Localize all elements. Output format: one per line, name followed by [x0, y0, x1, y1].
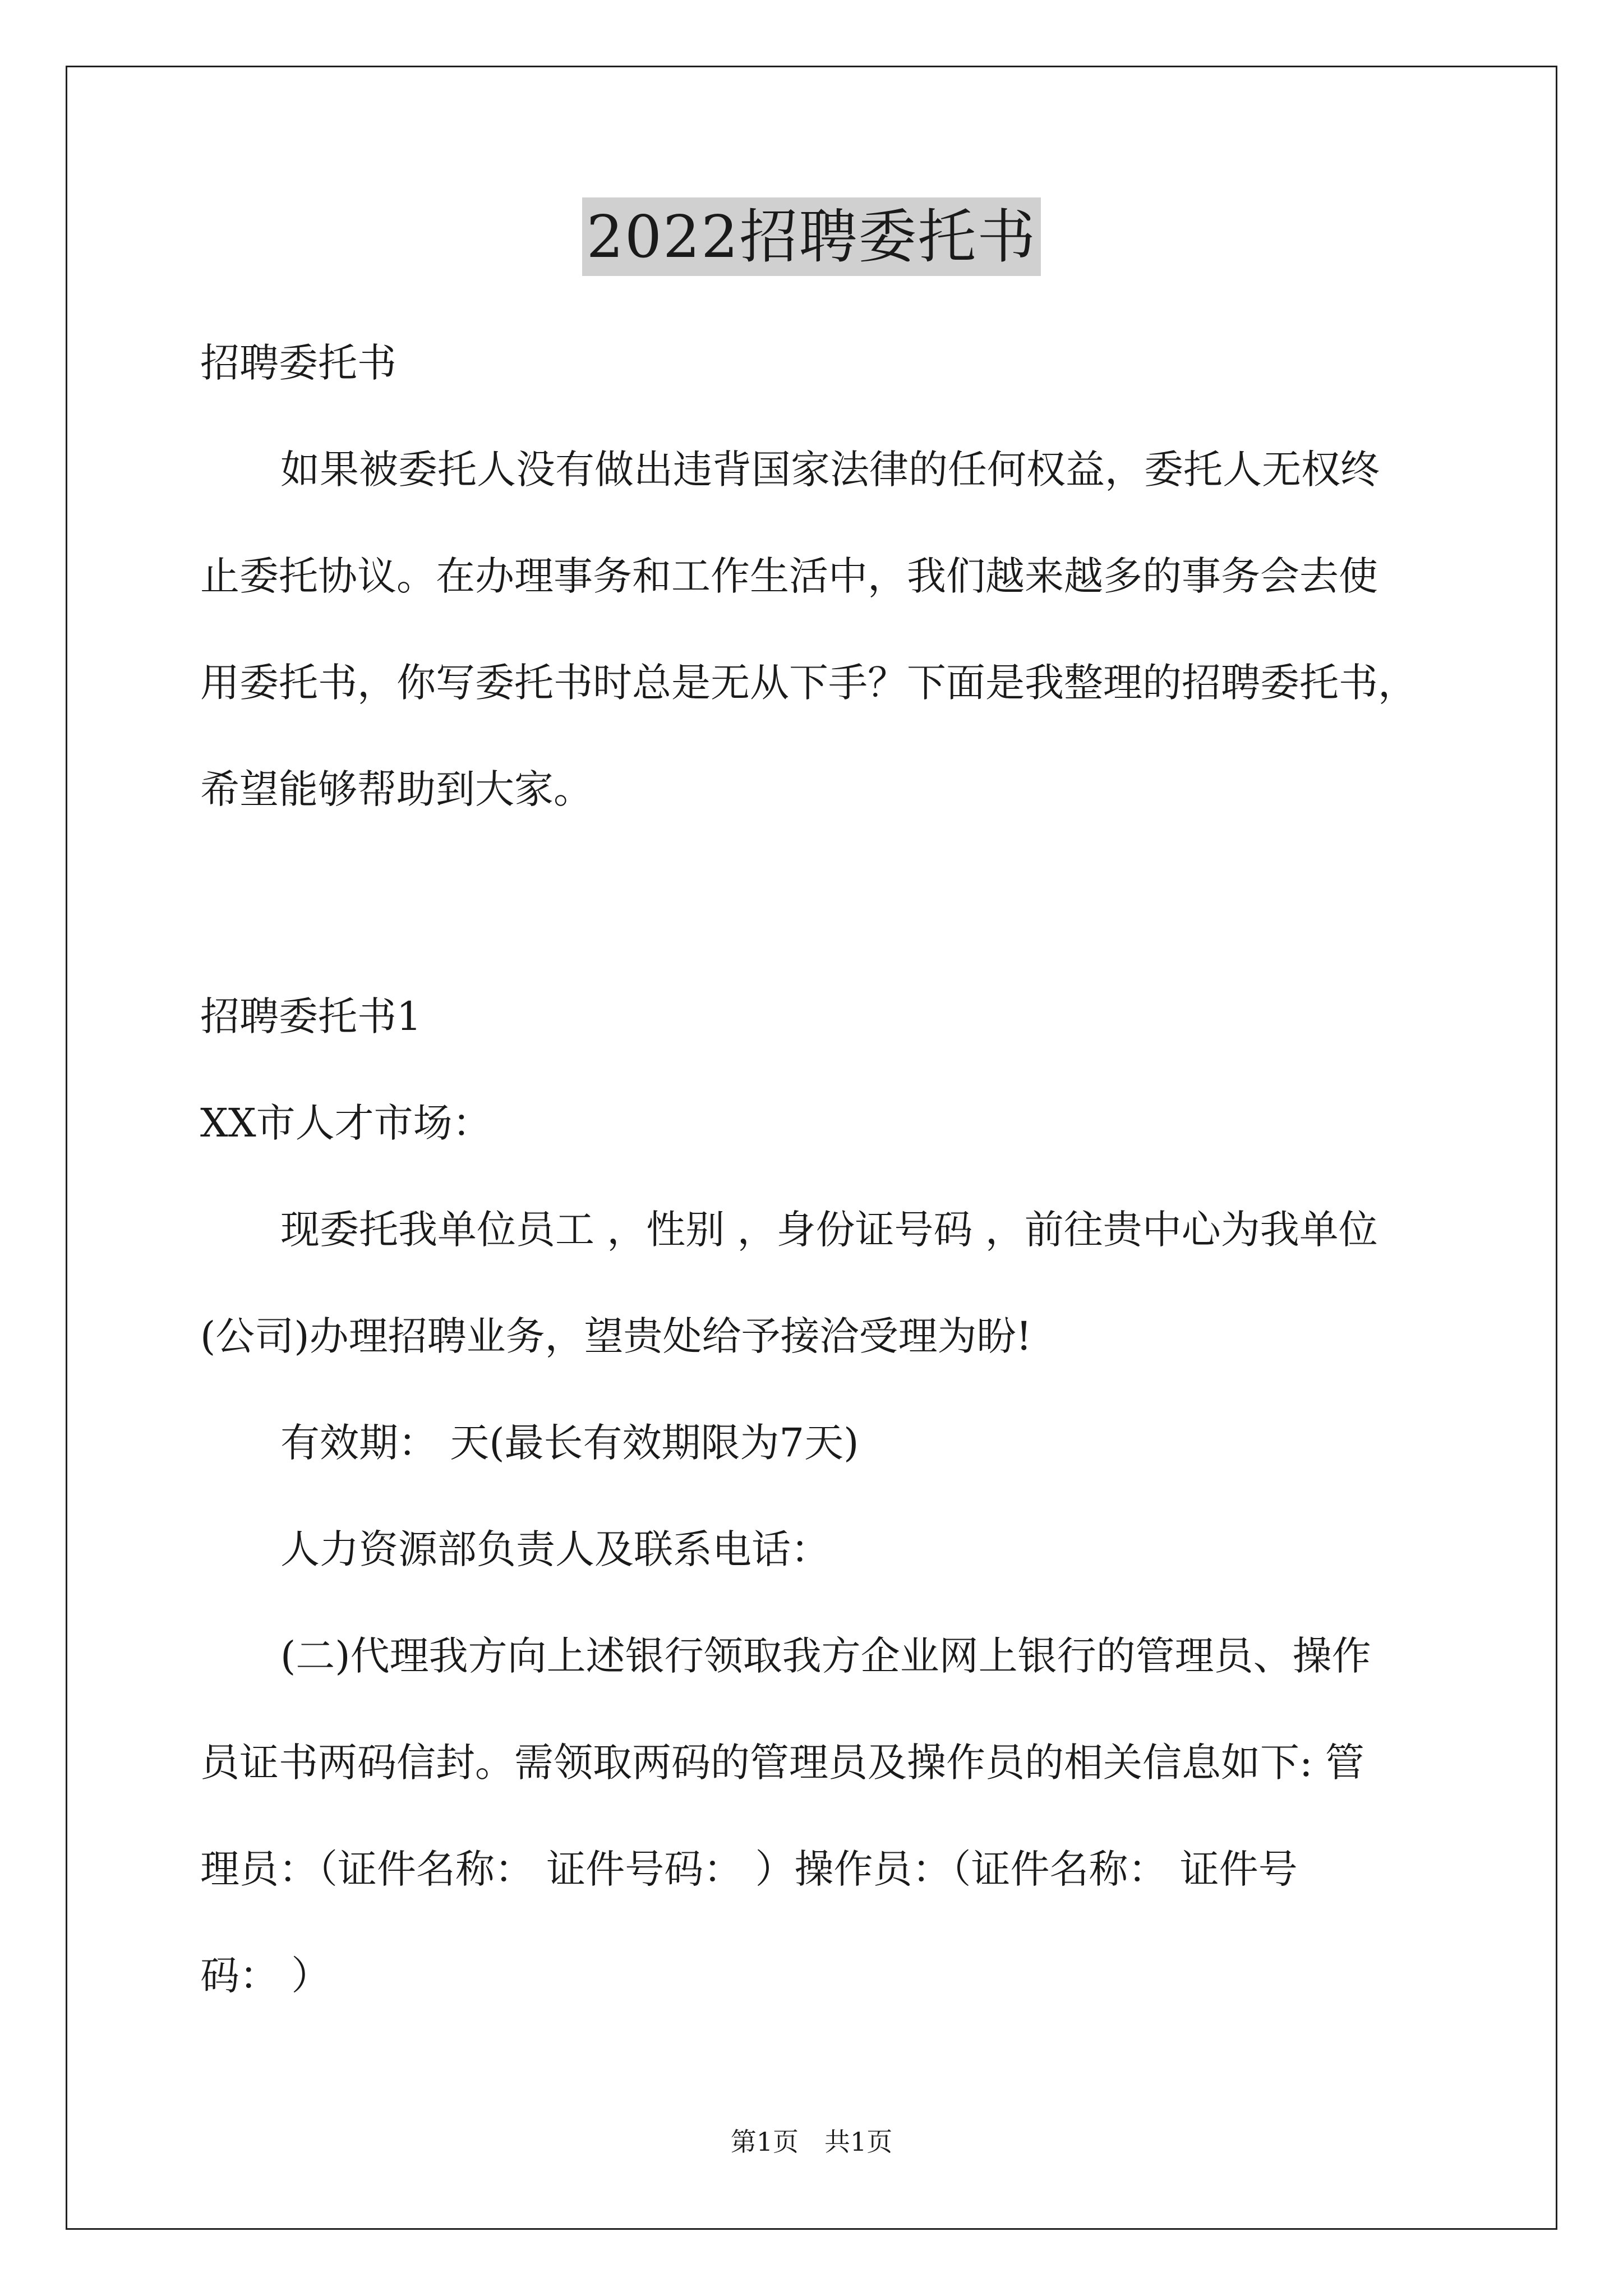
paragraph-line: 现委托我单位员工 ，性别 ，身份证号码 ，前往贵中心为我单位	[280, 1207, 1378, 1253]
document-title-row	[0, 197, 1623, 276]
validity-line: 有效期： 天(最长有效期限为7天)	[280, 1420, 859, 1466]
paragraph-line: (公司)办理招聘业务，望贵处给予接洽受理为盼!	[200, 1313, 1032, 1359]
paragraph-line: 止委托协议。在办理事务和工作生活中，我们越来越多的事务会去使	[200, 553, 1378, 599]
contact-line: 人力资源部负责人及联系电话：	[280, 1526, 830, 1572]
paragraph-line: 希望能够帮助到大家。	[200, 766, 593, 812]
paragraph-line: (二)代理我方向上述银行领取我方企业网上银行的管理员、操作	[280, 1633, 1371, 1679]
section-heading-intro: 招聘委托书	[200, 340, 396, 386]
document-title: 2022招聘委托书	[582, 197, 1041, 276]
section-heading-1: 招聘委托书1	[200, 993, 422, 1039]
paragraph-line: 码： ）	[200, 1953, 331, 1999]
page-footer: 第1页 共1页	[730, 2127, 893, 2157]
paragraph-line: 用委托书，你写委托书时总是无从下手？下面是我整理的招聘委托书，	[200, 660, 1417, 706]
addressee-line: XX市人才市场：	[200, 1100, 492, 1146]
paragraph-line: 员证书两码信封。需领取两码的管理员及操作员的相关信息如下: 管	[200, 1740, 1364, 1786]
paragraph-line: 理员：（证件名称： 证件号码： ）操作员：（证件名称： 证件号	[200, 1846, 1298, 1892]
paragraph-line: 如果被委托人没有做出违背国家法律的任何权益，委托人无权终	[280, 447, 1380, 493]
